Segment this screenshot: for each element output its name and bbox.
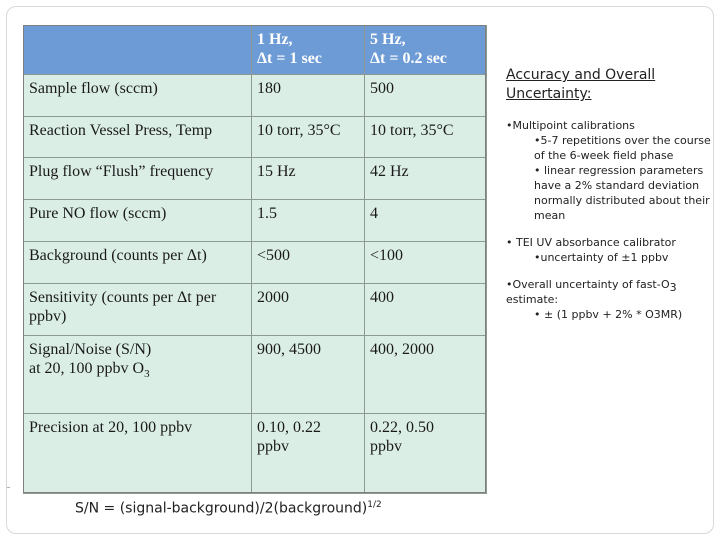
accuracy-body <box>506 118 714 322</box>
bullet-multipoint: •Multipoint calibrations <box>506 119 635 132</box>
accuracy-title <box>506 66 714 104</box>
o3-subscript: 3 <box>144 368 150 381</box>
sn-formula <box>75 500 382 517</box>
slide-edge-mark <box>7 487 10 488</box>
value-1hz-cell: <500 <box>252 242 365 284</box>
table-outline <box>23 25 486 493</box>
value-5hz-cell: 400 <box>365 284 487 336</box>
value-1hz-cell: 10 torr, 35°C <box>252 117 365 158</box>
value-1hz-cell: 900, 4500 <box>252 336 365 414</box>
param-cell: Sensitivity (counts per Δt per ppbv) <box>24 284 252 336</box>
value-5hz-cell: <100 <box>365 242 487 284</box>
spacer <box>506 223 714 235</box>
value-line1: 0.22, 0.50 <box>370 419 434 436</box>
overall-text-post: estimate: <box>506 293 559 306</box>
param-cell: Background (counts per Δt) <box>24 242 252 284</box>
param-cell: Plug flow “Flush” frequency <box>24 158 252 200</box>
value-1hz-cell: 1.5 <box>252 200 365 242</box>
value-1hz-cell: 180 <box>252 75 365 117</box>
sub-bullet-repetitions: •5-7 repetitions over the course of the 6-week field phase <box>534 134 711 162</box>
bullet-tei-calibrator: • TEI UV absorbance calibrator <box>506 236 676 249</box>
param-cell: Precision at 20, 100 ppbv <box>24 414 252 494</box>
header-5hz-line1: 5 Hz, <box>370 31 406 48</box>
header-1hz-line2: Δt = 1 sec <box>257 50 322 67</box>
bullet-overall-uncertainty <box>506 277 714 307</box>
value-line2: ppbv <box>370 438 402 455</box>
value-1hz-cell: 15 Hz <box>252 158 365 200</box>
value-5hz-cell: 42 Hz <box>365 158 487 200</box>
param-cell: Sample flow (sccm) <box>24 75 252 117</box>
spacer <box>506 265 714 277</box>
sn-formula-text: S/N = (signal-background)/2(background) <box>75 500 368 517</box>
value-line2: ppbv <box>257 438 289 455</box>
value-5hz-cell: 10 torr, 35°C <box>365 117 487 158</box>
param-cell: Reaction Vessel Press, Temp <box>24 117 252 158</box>
value-5hz-cell: 500 <box>365 75 487 117</box>
header-1hz-line1: 1 Hz, <box>257 31 293 48</box>
sub-bullet-formula: • ± (1 ppbv + 2% * O3MR) <box>534 308 683 321</box>
sub-bullet-uncertainty: •uncertainty of ±1 ppbv <box>534 251 669 264</box>
value-5hz-cell: 400, 2000 <box>365 336 487 414</box>
param-line2-text: at 20, 100 ppbv O <box>29 360 145 377</box>
sub-bullet-regression: • linear regression parameters have a 2% standard deviation normally distributed about their mean <box>534 164 710 222</box>
accuracy-title-line2: Uncertainty: <box>506 86 592 102</box>
value-line1: 0.10, 0.22 <box>257 419 321 436</box>
overall-text-pre: •Overall uncertainty of fast-O <box>506 278 670 291</box>
value-1hz-cell: 2000 <box>252 284 365 336</box>
param-cell: Pure NO flow (sccm) <box>24 200 252 242</box>
sn-formula-exponent: 1/2 <box>367 500 382 510</box>
value-5hz-cell: 4 <box>365 200 487 242</box>
o3-subscript: 3 <box>669 281 677 295</box>
accuracy-panel <box>506 66 714 322</box>
accuracy-title-line1: Accuracy and Overall <box>506 67 656 83</box>
header-5hz-line2: Δt = 0.2 sec <box>370 50 447 67</box>
param-line1: Signal/Noise (S/N) <box>29 341 152 358</box>
